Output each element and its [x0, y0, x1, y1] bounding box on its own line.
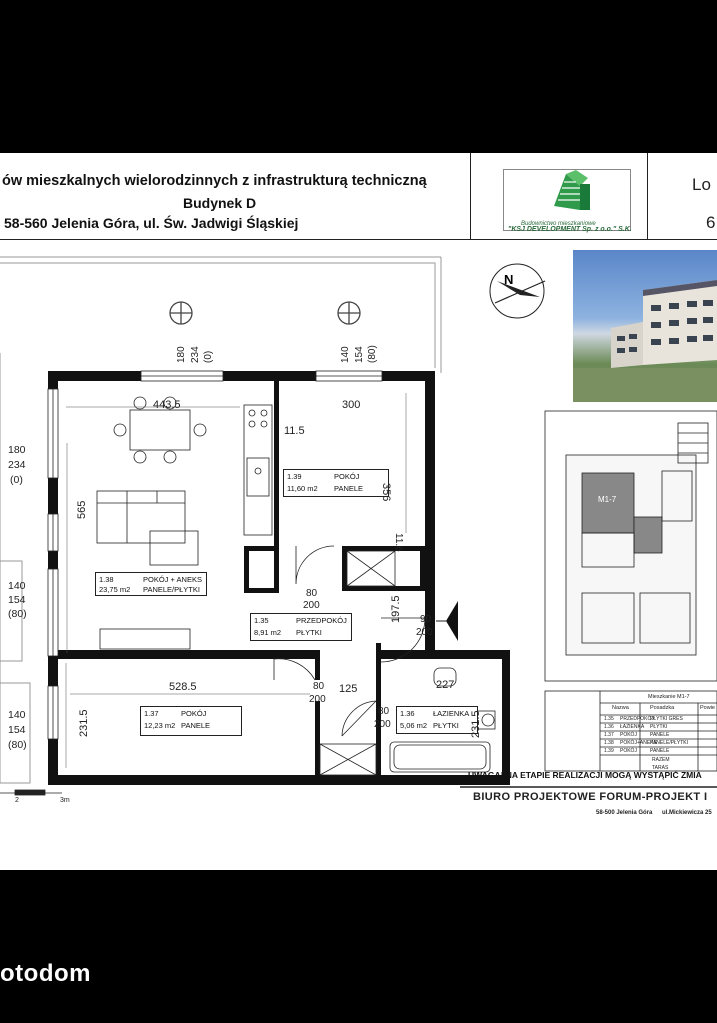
room-label-1-36 [396, 706, 478, 734]
room-floor: PŁYTKI [296, 628, 322, 637]
room-area: 11,60 m2 [287, 484, 318, 493]
building-label: Budynek D [183, 195, 257, 211]
window-dim: 234 [8, 459, 26, 471]
window-dim: (80) [8, 739, 27, 751]
sheet-info-line2: 6 [706, 213, 716, 232]
project-title: ów mieszkalnych wielorodzinnych z infrastrukturą techniczną [2, 173, 427, 189]
window-dim: 140 [340, 346, 351, 363]
dim-label: 231.5 [470, 710, 482, 738]
floor-plan-sheet [0, 153, 717, 870]
window-dim: (80) [8, 608, 27, 620]
dim-label: 227 [436, 679, 455, 691]
room-area: 5,06 m2 [400, 721, 428, 730]
table-cell: 1.37 [604, 732, 614, 738]
dim-label: 11.5 [284, 425, 305, 437]
scale-label: 3m [60, 797, 70, 804]
room-name: POKÓJ + ANEKS [143, 575, 202, 584]
table-cell: POKÓJ+ANEKS [620, 740, 657, 746]
office-street: ul.Mickiewicza 25 [662, 810, 712, 816]
door-width: 90 [420, 614, 432, 625]
room-area: 23,75 m2 [99, 585, 131, 594]
door-height: 200 [309, 694, 326, 705]
table-sum: RAZEM [652, 757, 670, 763]
office-address: 58-500 Jelenia Góra [596, 810, 653, 816]
dim-label: 231.5 [78, 709, 90, 737]
window-dim: 140 [8, 709, 26, 721]
room-number: 1.39 [287, 472, 302, 481]
table-cell: 1.35 [604, 716, 614, 722]
window-dim: 234 [190, 346, 201, 363]
table-cell: ŁAZIENKA [620, 724, 645, 730]
room-number: 1.38 [99, 575, 114, 584]
table-cell: PŁYTKI [650, 724, 668, 730]
window-dim: (0) [10, 474, 23, 486]
entrance-arrow-icon [446, 601, 458, 641]
room-floor: PŁYTKI [433, 721, 459, 730]
design-office: BIURO PROJEKTOWE FORUM-PROJEKT I [473, 791, 708, 803]
table-sum: TARAS [652, 765, 669, 771]
keyplan-unit-label: M1-7 [598, 495, 617, 504]
room-label-1-38 [95, 572, 207, 596]
room-name: POKÓJ [334, 472, 360, 481]
door-height: 200 [303, 600, 320, 611]
table-cell: 1.36 [604, 724, 614, 730]
dim-label: 197.5 [390, 595, 402, 623]
table-cell: POKÓJ [620, 748, 637, 754]
dim-label: 443.5 [153, 399, 181, 411]
window-dim: 154 [354, 346, 365, 363]
north-label: N [504, 272, 514, 287]
window-dim: 180 [176, 346, 187, 363]
table-cell: 1.38 [604, 740, 614, 746]
window-dim: (0) [203, 350, 214, 363]
window-dim: 140 [8, 580, 26, 592]
window-dim: 154 [8, 724, 26, 736]
door-width: 80 [313, 681, 325, 692]
room-number: 1.35 [254, 616, 269, 625]
dim-label: 356 [380, 483, 392, 502]
north-arrow-icon [490, 264, 545, 318]
room-label-1-37 [140, 706, 242, 736]
room-name: ŁAZIENKA [433, 709, 470, 718]
scale-label: 2 [15, 797, 19, 804]
floor-plan-drawing [0, 153, 717, 870]
table-header: Posadzka [650, 705, 675, 711]
room-floor: PANELE [334, 484, 364, 493]
developer-subtitle: Budownictwo mieszkaniowe [521, 221, 596, 227]
table-header: Nazwa [612, 705, 629, 711]
otodom-watermark: otodom [0, 960, 91, 987]
room-area: 8,91 m2 [254, 628, 282, 637]
table-cell: PŁYTKI GRES [650, 716, 683, 722]
window-dim: 180 [8, 444, 26, 456]
dim-label: 11.6 [393, 533, 404, 552]
table-cell: PANELE [650, 732, 670, 738]
table-cell: 1.39 [604, 748, 614, 754]
room-label-1-35 [250, 613, 352, 641]
window-dim: (80) [367, 345, 378, 363]
door-width: 80 [306, 588, 318, 599]
room-number: 1.36 [400, 709, 415, 718]
change-notice: UWAGA! NA ETAPIE REALIZACJI MOGĄ WYSTĄPIĆ ZMIA [468, 770, 702, 780]
dim-label: 565 [76, 500, 88, 519]
room-number: 1.37 [144, 709, 159, 718]
table-cell: PANELE/PŁYTKI [650, 740, 688, 746]
door-height: 200 [416, 627, 433, 638]
sheet-info-line1: Lo [692, 175, 711, 194]
table-cell: PANELE [650, 748, 670, 754]
room-name: POKÓJ [181, 709, 207, 718]
dim-label: 125 [339, 683, 358, 695]
room-area: 12,23 m2 [144, 721, 176, 730]
room-floor: PANELE/PŁYTKI [143, 585, 200, 594]
table-cell: PRZEDPOKÓJ [620, 716, 654, 722]
room-label-1-39 [283, 469, 389, 497]
window-dim: 154 [8, 594, 26, 606]
developer-name: "KSJ DEVELOPMENT Sp. z o.o." S.K. [508, 226, 632, 233]
door-width: 80 [378, 706, 390, 717]
dim-label: 528.5 [169, 681, 197, 693]
project-address: 58-560 Jelenia Góra, ul. Św. Jadwigi Śląskiej [4, 215, 299, 231]
room-floor: PANELE [181, 721, 211, 730]
table-cell: POKÓJ [620, 732, 637, 738]
dim-label: 300 [342, 399, 361, 411]
table-title: Mieszkanie M1-7 [648, 694, 690, 700]
door-height: 200 [374, 719, 391, 730]
room-name: PRZEDPOKÓJ [296, 616, 347, 625]
table-header: Powie [700, 705, 715, 711]
